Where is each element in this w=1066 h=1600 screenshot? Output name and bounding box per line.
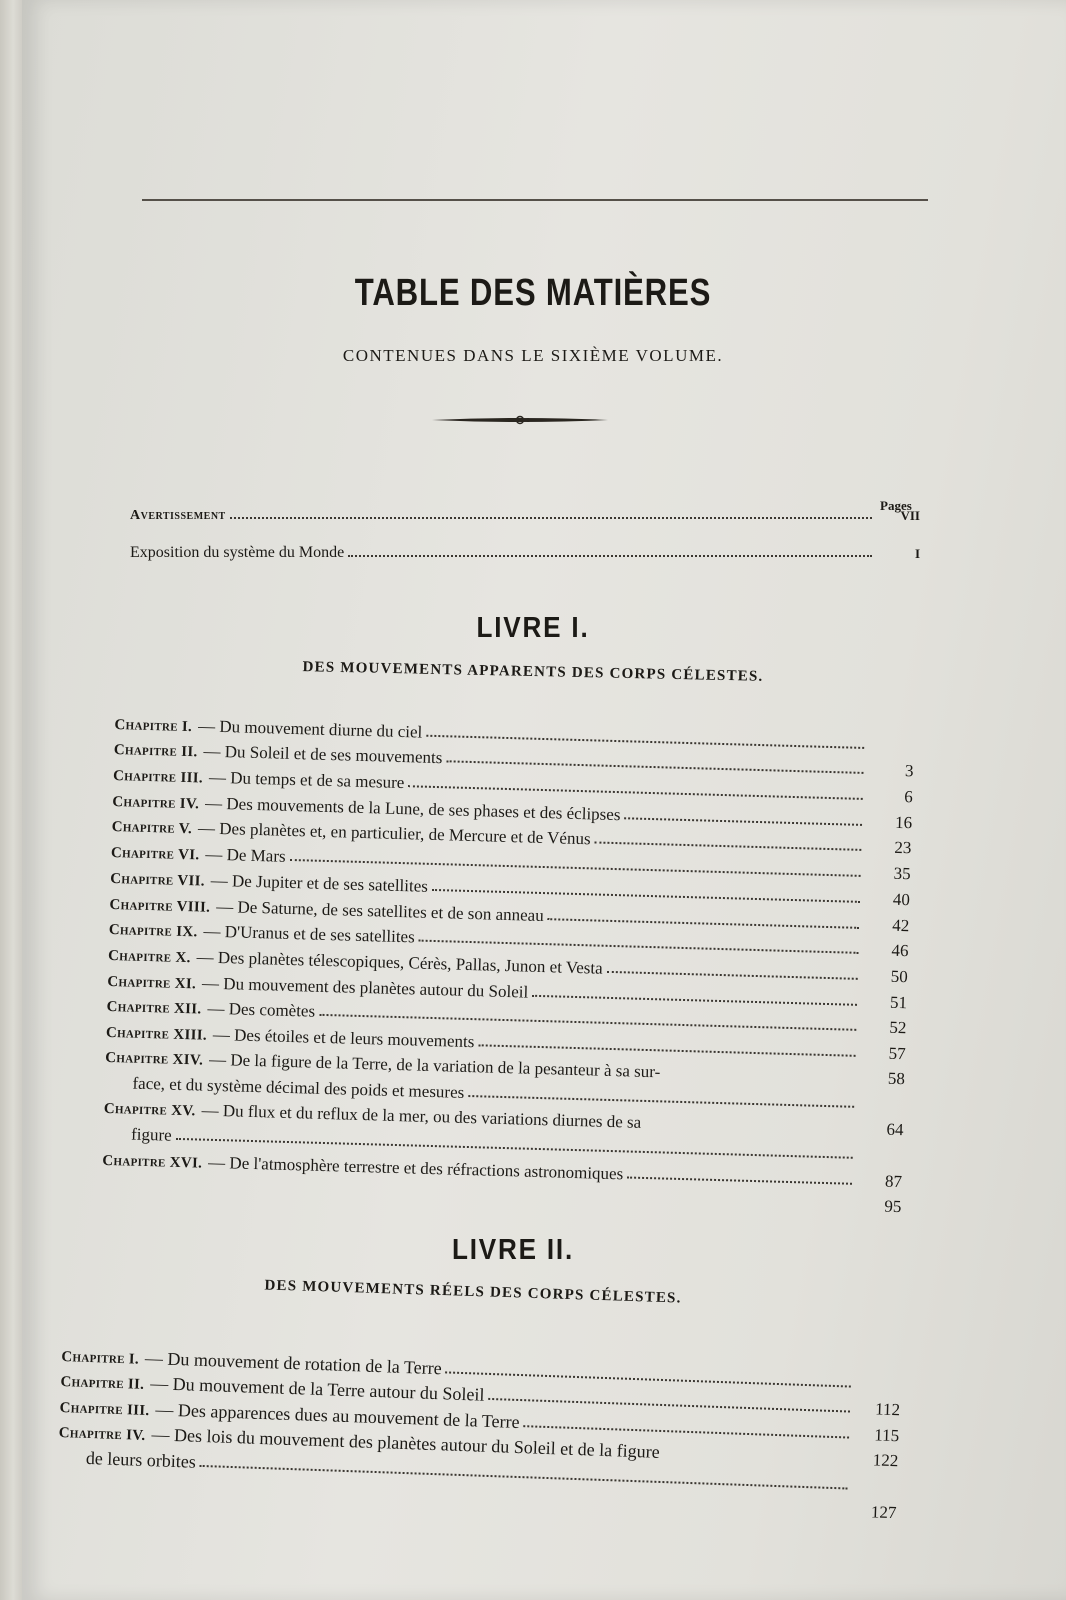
dot-leader	[627, 1176, 852, 1184]
chapter-title: — Du flux et du reflux de la mer, ou des variations diurnes de sa	[201, 1100, 642, 1132]
chapter-number: Chapitre XV.	[103, 1100, 196, 1120]
chapter-page: 122	[872, 1450, 899, 1471]
chapter-page: 52	[889, 1018, 907, 1038]
toc-entry-label: Avertissement	[130, 508, 226, 523]
page-subtitle: CONTENUES DANS LE SIXIÈME VOLUME.	[342, 346, 724, 365]
chapter-page: 6	[904, 787, 914, 807]
chapter-title: — De Mars	[205, 844, 286, 866]
toc-entry-exposition	[130, 538, 920, 562]
chapter-title: — D'Uranus et de ses satellites	[203, 921, 415, 947]
chapter-number: Chapitre XI.	[107, 973, 197, 992]
chapter-number: Chapitre VI.	[110, 845, 200, 864]
chapter-title: — Du mouvement des planètes autour du Soleil	[201, 973, 529, 1002]
chapter-number: Chapitre XIV.	[105, 1049, 204, 1069]
chapter-page: 42	[891, 915, 910, 935]
chapter-page: 50	[890, 966, 909, 987]
chapter-page: 16	[894, 812, 913, 833]
chapter-number: Chapitre I.	[61, 1348, 140, 1368]
chapter-title: — Des planètes télescopiques, Cérès, Pallas, Junon et Vesta	[196, 947, 603, 978]
chapter-number: Chapitre X.	[107, 947, 191, 967]
livre-2-subtitle: DES MOUVEMENTS RÉELS DES CORPS CÉLESTES.	[264, 1277, 682, 1307]
chapter-page: 58	[887, 1068, 906, 1089]
chapter-page: 87	[884, 1171, 903, 1191]
chapter-number: Chapitre VII.	[110, 870, 206, 890]
chapter-number: Chapitre IV.	[58, 1425, 146, 1445]
chapter-number: Chapitre XVI.	[102, 1152, 203, 1172]
dot-leader	[230, 517, 872, 519]
chapter-number: Chapitre II.	[60, 1374, 145, 1394]
livre-2-heading: LIVRE II.	[451, 1234, 575, 1266]
chapter-number: Chapitre I.	[114, 716, 193, 735]
chapter-number: Chapitre IX.	[108, 922, 198, 941]
chapter-page: 46	[891, 940, 909, 961]
chapter-title: — Du temps et de sa mesure	[208, 767, 405, 793]
pages-column-label: Pages	[880, 498, 912, 513]
chapter-title: — Des lois du mouvement des planètes autour du Soleil et de la figure	[151, 1424, 660, 1462]
chapter-title: — Des mouvements de la Lune, de ses phases et des éclipses	[204, 793, 621, 824]
chapter-title: — De l'atmosphère terrestre et des réfractions astronomiques	[207, 1152, 624, 1183]
chapter-number: Chapitre II.	[113, 742, 198, 761]
livre-2-chapter-list	[57, 1340, 902, 1523]
chapter-page: 35	[893, 863, 911, 884]
livre-1-subtitle: DES MOUVEMENTS APPARENTS DES CORPS CÉLESTES.	[302, 659, 764, 685]
trailing-page-number: 95	[884, 1196, 902, 1217]
toc-entry-avertissement	[130, 500, 920, 524]
dot-leader	[348, 555, 872, 557]
top-rule	[142, 199, 928, 201]
ornament-divider	[432, 413, 608, 427]
chapter-title: — Des apparences dues au mouvement de la Terre	[155, 1399, 520, 1433]
toc-entry-page: I	[914, 546, 920, 561]
chapter-page: 64	[886, 1119, 904, 1140]
chapter-title: — De la figure de la Terre, de la variation de la pesanteur à sa sur-	[208, 1049, 661, 1082]
toc-entry-page: VII	[900, 508, 920, 523]
chapter-number: Chapitre XIII.	[105, 1024, 208, 1044]
chapter-title-continued: de leurs orbites	[85, 1447, 197, 1472]
chapter-title: — Des étoiles et de leurs mouvements	[212, 1024, 475, 1052]
livre-1-chapter-list	[101, 708, 914, 1217]
trailing-page-number: 127	[870, 1502, 897, 1522]
dot-leader	[607, 971, 858, 980]
chapter-number: Chapitre III.	[112, 768, 204, 787]
chapter-title-continued: face, et du système décimal des poids et mesures	[132, 1073, 465, 1102]
chapter-page: 57	[888, 1043, 906, 1064]
page-edge	[0, 0, 22, 1600]
chapter-title: — De Saturne, de ses satellites et de son anneau	[215, 896, 545, 925]
chapter-page: 51	[889, 992, 908, 1012]
chapter-page: 3	[904, 761, 914, 781]
chapter-number: Chapitre IV.	[112, 793, 200, 813]
chapter-page: 112	[874, 1399, 901, 1420]
dot-leader	[624, 817, 862, 826]
chapter-page: 115	[873, 1425, 900, 1446]
chapter-page: 23	[894, 838, 912, 858]
toc-entry-label: Exposition du système du Monde	[130, 544, 345, 561]
chapter-number: Chapitre V.	[111, 819, 193, 838]
chapter-title: — Du Soleil et de ses mouvements	[203, 741, 443, 768]
chapter-title-continued: figure	[130, 1124, 172, 1145]
chapter-title: — Des planètes et, en particulier, de Mercure et de Vénus	[197, 818, 591, 849]
chapter-number: Chapitre VIII.	[109, 896, 211, 916]
chapter-title: — Du mouvement de rotation de la Terre	[144, 1347, 443, 1378]
chapter-number: Chapitre XII.	[106, 999, 202, 1018]
chapter-title: — Du mouvement de la Terre autour du Soleil	[149, 1373, 485, 1406]
chapter-title: — De Jupiter et de ses satellites	[210, 870, 429, 896]
chapter-title: — Des comètes	[207, 998, 316, 1021]
chapter-title: — Du mouvement diurne du ciel	[197, 716, 423, 742]
page-title: TABLE DES MATIÈRES	[354, 272, 712, 314]
chapter-page: 40	[892, 889, 911, 910]
livre-1-heading: LIVRE I.	[476, 612, 590, 644]
chapter-number: Chapitre III.	[59, 1400, 150, 1420]
dot-leader	[594, 842, 861, 851]
